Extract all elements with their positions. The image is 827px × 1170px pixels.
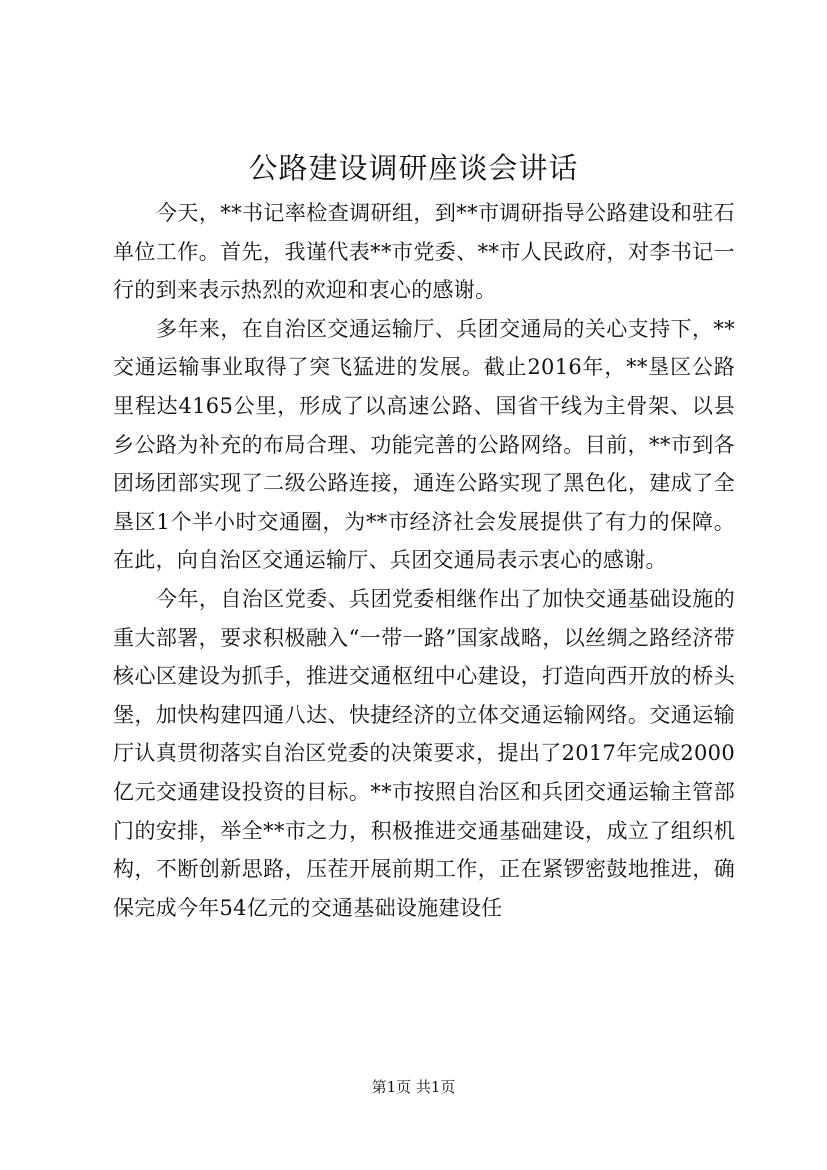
document-title: 公路建设调研座谈会讲话: [248, 151, 579, 185]
paragraph-1: 今天，**书记率检查调研组，到**市调研指导公路建设和驻石单位工作。首先，我谨代表**市党委、**市人民政府，对李书记一行的到来表示热烈的欢迎和衷心的感谢。: [113, 201, 735, 303]
document-body: [113, 194, 735, 927]
paragraph-2: 多年来，在自治区交通运输厅、兵团交通局的关心支持下，**交通运输事业取得了突飞猛进的发展。截止2016年，**垦区公路里程达4165公里，形成了以高速公路、国省干线为主骨架、以县乡公路为补充的布局合理、功能完善的公路网络。目前，**市到各团场团部实现了二级公路连接，通连公路实现了黑色化，建成了全垦区1个半小时交通圈，为**市经济社会发展提供了有力的保障。在此，向自治区交通运输厅、兵团交通局表示衷心的感谢。: [113, 316, 735, 573]
paragraph-3: 今年，自治区党委、兵团党委相继作出了加快交通基础设施的重大部署，要求积极融入“一带一路”国家战略，以丝绸之路经济带核心区建设为抓手，推进交通枢纽中心建设，打造向西开放的桥头堡，加快构建四通八达、快捷经济的立体交通运输网络。交通运输厅认真贯彻落实自治区党委的决策要求，提出了2017年完成2000亿元交通建设投资的目标。**市按照自治区和兵团交通运输主管部门的安排，举全**市之力，积极推进交通基础建设，成立了组织机构，不断创新思路，压茬开展前期工作，正在紧锣密鼓地推进，确保完成今年54亿元的交通基础设施建设任: [113, 586, 735, 920]
page-footer: 第1页 共1页: [371, 1078, 456, 1096]
